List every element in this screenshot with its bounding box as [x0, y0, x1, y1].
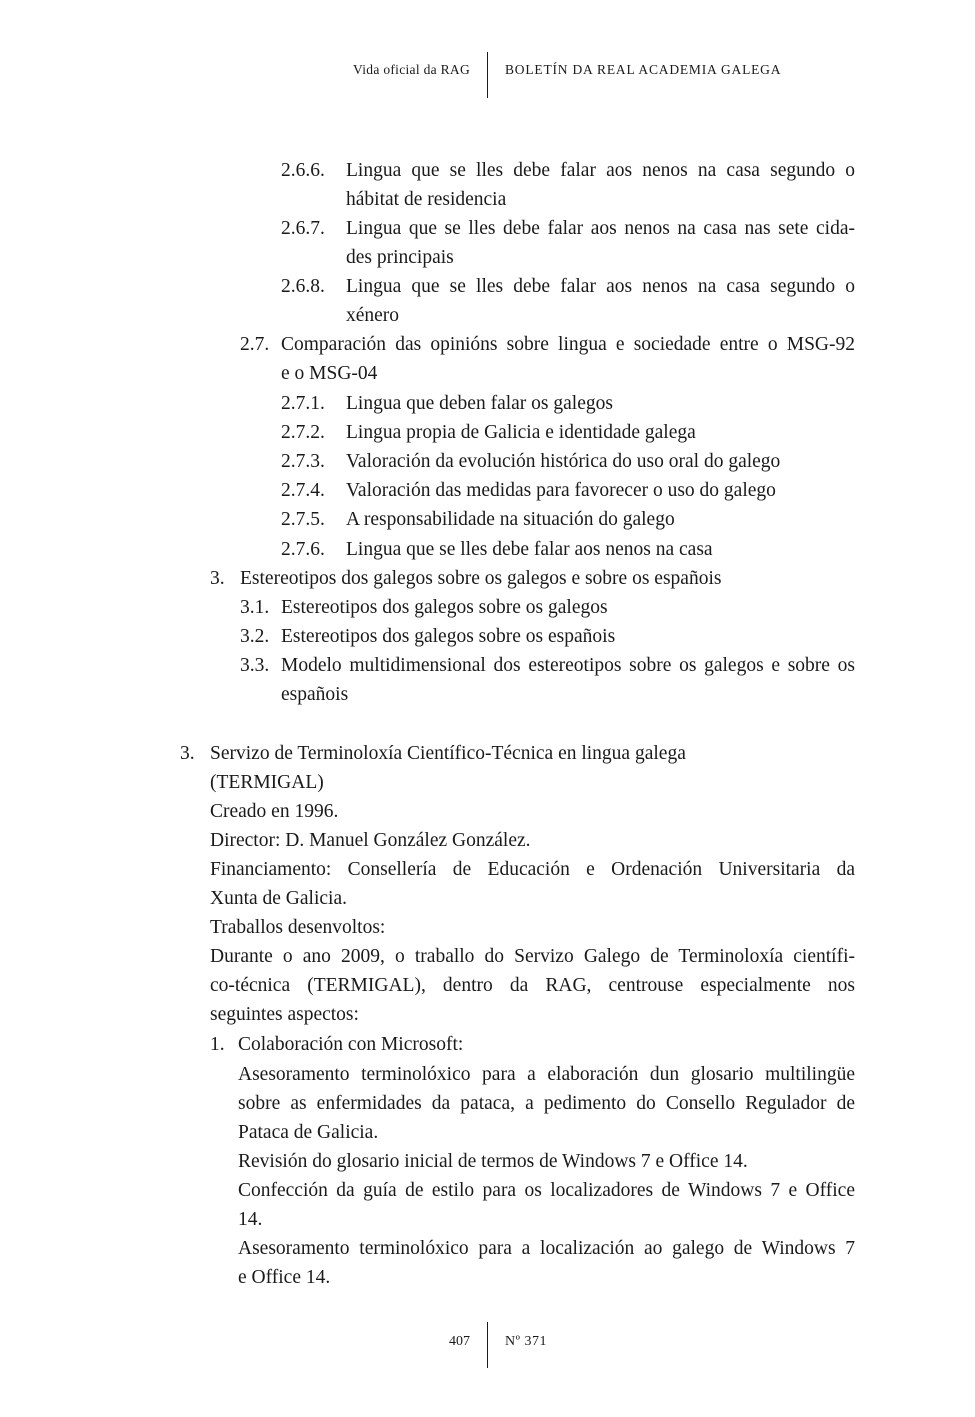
- toc-item-number: 2.7.1.: [281, 393, 325, 414]
- running-header-journal: BOLETÍN DA REAL ACADEMIA GALEGA: [505, 62, 782, 77]
- toc-item-number: 2.7.5.: [281, 509, 325, 530]
- intro-paragraph-line: co-técnica (TERMIGAL), dentro da RAG, centrouse especialmente nos: [210, 975, 855, 996]
- works-label: Traballos desenvoltos:: [210, 917, 386, 938]
- section-number: 3.: [180, 743, 195, 764]
- footer-divider: [487, 1322, 488, 1368]
- work-item-title: Colaboración con Microsoft:: [238, 1034, 464, 1055]
- header-divider: [487, 52, 488, 98]
- intro-paragraph-line: Durante o ano 2009, o traballo do Servizo Galego de Terminoloxía científi-: [210, 946, 855, 967]
- funding-line: Financiamento: Consellería de Educación e Ordenación Universitaria da: [210, 859, 855, 880]
- toc-item-number: 2.7.4.: [281, 480, 325, 501]
- toc-item-text: xénero: [346, 305, 400, 326]
- toc-item-text: Estereotipos dos galegos sobre os galegos: [281, 597, 608, 618]
- toc-item-text: Lingua que se lles debe falar aos nenos na casa nas sete cida-: [346, 218, 855, 239]
- toc-item-text: Lingua que deben falar os galegos: [346, 393, 613, 414]
- toc-item-text: Estereotipos dos galegos sobre os españois: [281, 626, 616, 647]
- toc-item-number: 2.7.6.: [281, 539, 325, 560]
- intro-paragraph-line: seguintes aspectos:: [210, 1004, 359, 1025]
- section-title: (TERMIGAL): [210, 772, 324, 793]
- toc-item-text: des principais: [346, 247, 454, 268]
- toc-item-number: 3.2.: [240, 626, 270, 647]
- toc-item-number: 3.3.: [240, 655, 270, 676]
- toc-item-number: 2.7.: [240, 334, 270, 355]
- toc-item-text: Lingua propia de Galicia e identidade galega: [346, 422, 696, 443]
- work-item-detail-line: Confección da guía de estilo para os localizadores de Windows 7 e Office: [238, 1180, 855, 1201]
- toc-item-number: 2.6.7.: [281, 218, 325, 239]
- work-item-detail-line: Pataca de Galicia.: [238, 1122, 379, 1143]
- toc-item-text: Lingua que se lles debe falar aos nenos na casa: [346, 539, 713, 560]
- toc-item-text: Comparación das opinións sobre lingua e sociedade entre o MSG-92: [281, 334, 855, 355]
- created-line: Creado en 1996.: [210, 801, 339, 822]
- toc-item-text: Lingua que se lles debe falar aos nenos na casa segundo o: [346, 276, 855, 297]
- work-item-detail-line: Asesoramento terminolóxico para a localización ao galego de Windows 7: [238, 1238, 855, 1259]
- toc-item-number: 2.6.8.: [281, 276, 325, 297]
- toc-item-text: Valoración das medidas para favorecer o uso do galego: [346, 480, 776, 501]
- work-item-detail-line: e Office 14.: [238, 1267, 331, 1288]
- toc-item-text: españois: [281, 684, 349, 705]
- toc-item-number: 3.1.: [240, 597, 270, 618]
- toc-item-number: 2.7.2.: [281, 422, 325, 443]
- toc-item-text: Valoración da evolución histórica do uso oral do galego: [346, 451, 781, 472]
- toc-item-number: 2.7.3.: [281, 451, 325, 472]
- toc-item-text: Estereotipos dos galegos sobre os galegos e sobre os españois: [240, 568, 722, 589]
- section-title: Servizo de Terminoloxía Científico-Técnica en lingua galega: [210, 743, 686, 764]
- work-item-number: 1.: [210, 1034, 225, 1055]
- toc-item-text: Lingua que se lles debe falar aos nenos na casa segundo o: [346, 160, 855, 181]
- toc-item-text: Modelo multidimensional dos estereotipos sobre os galegos e sobre os: [281, 655, 855, 676]
- director-line: Director: D. Manuel González González.: [210, 830, 531, 851]
- toc-item-text: e o MSG-04: [281, 363, 378, 384]
- toc-item-text: hábitat de residencia: [346, 189, 507, 210]
- toc-item-number: 2.6.6.: [281, 160, 325, 181]
- toc-item-text: A responsabilidade na situación do galego: [346, 509, 675, 530]
- work-item-detail-line: 14.: [238, 1209, 263, 1230]
- work-item-detail-line: sobre as enfermidades da pataca, a pedimento do Consello Regulador de: [238, 1093, 855, 1114]
- toc-item-number: 3.: [210, 568, 225, 589]
- page-number: 407: [449, 1334, 470, 1349]
- work-item-detail-line: Asesoramento terminolóxico para a elaboración dun glosario multilingüe: [238, 1064, 855, 1085]
- work-item-detail-line: Revisión do glosario inicial de termos de Windows 7 e Office 14.: [238, 1151, 748, 1172]
- funding-line: Xunta de Galicia.: [210, 888, 347, 909]
- issue-number: Nº 371: [505, 1334, 547, 1349]
- running-header-section: Vida oficial da RAG: [353, 62, 470, 77]
